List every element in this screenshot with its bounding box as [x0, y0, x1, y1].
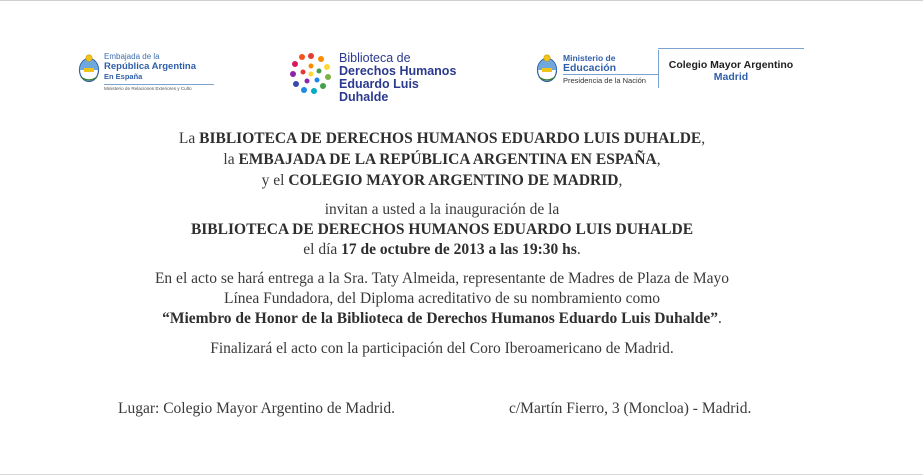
embajada-ministry-line: Ministerio de Relaciones Exteriores y Culto	[104, 86, 192, 91]
colegio-logo	[658, 48, 806, 88]
biblioteca-name-bold: BIBLIOTECA DE DERECHOS HUMANOS EDUARDO LUIS DUHALDE	[199, 130, 702, 147]
embajada-name-bold: EMBAJADA DE LA REPÚBLICA ARGENTINA EN ESPAÑA	[238, 151, 657, 168]
embajada-line1: Embajada de la	[104, 52, 160, 61]
p1-line2: la EMBAJADA DE LA REPÚBLICA ARGENTINA EN ESPAÑA,	[223, 151, 661, 168]
top-divider	[0, 0, 923, 1]
biblioteca-name-bold-2: BIBLIOTECA DE DERECHOS HUMANOS EDUARDO LUIS DUHALDE	[190, 221, 694, 238]
p2-line3: el día 17 de octubre de 2013 a las 19:30 hs.	[303, 241, 581, 258]
people-circle-icon	[288, 50, 334, 96]
biblioteca-line3: Eduardo Luis Duhalde	[339, 77, 419, 104]
colegio-name-bold: COLEGIO MAYOR ARGENTINO DE MADRID	[288, 172, 619, 189]
ministerio-line3: Presidencia de la Nación	[563, 76, 646, 85]
p1-line3: y el COLEGIO MAYOR ARGENTINO DE MADRID,	[261, 172, 623, 189]
embajada-divider	[104, 84, 214, 85]
colegio-line1: Colegio Mayor Argentino	[668, 59, 794, 71]
p4-line1: Finalizará el acto con la participación del Coro Iberoamericano de Madrid.	[210, 340, 674, 357]
p2-line2	[0, 221, 884, 239]
ministerio-line2: Educación	[563, 62, 617, 74]
argentina-coat-of-arms-icon	[78, 53, 100, 83]
biblioteca-line2: Derechos Humanos	[339, 64, 457, 78]
p2-line1: invitan a usted a la inauguración de la	[324, 201, 560, 218]
bottom-divider	[0, 474, 923, 475]
p3-line3: “Miembro de Honor de la Biblioteca de Derechos Humanos Eduardo Luis Duhalde”.	[162, 310, 722, 327]
argentina-coat-of-arms-icon	[536, 53, 558, 83]
footer-lugar: Lugar: Colegio Mayor Argentino de Madrid.	[118, 400, 395, 417]
p3-line1: En el acto se hará entrega a la Sra. Taty Almeida, representante de Madres de Plaza de Mayo	[154, 270, 730, 287]
honor-title-bold: “Miembro de Honor de la Biblioteca de Derechos Humanos Eduardo Luis Duhalde”	[162, 310, 719, 327]
p3-line2: Línea Fundadora, del Diploma acreditativo de su nombramiento como	[223, 290, 661, 307]
ministerio-line1: Ministerio de	[563, 53, 616, 63]
event-date-bold: 17 de octubre de 2013 a las 19:30 hs	[341, 241, 577, 258]
biblioteca-line1: Biblioteca de	[339, 51, 411, 65]
colegio-top-divider	[658, 48, 804, 49]
ministerio-divider	[563, 74, 659, 75]
biblioteca-logo	[288, 50, 468, 104]
embajada-line3: En España	[104, 72, 143, 81]
colegio-line2: Madrid	[713, 71, 749, 83]
ministerio-logo	[536, 50, 666, 90]
embajada-line2: República Argentina	[104, 61, 197, 72]
p1-line1: La BIBLIOTECA DE DERECHOS HUMANOS EDUARDO LUIS DUHALDE,	[178, 130, 706, 147]
footer-direccion: c/Martín Fierro, 3 (Moncloa) - Madrid.	[509, 400, 752, 417]
embajada-logo	[78, 50, 228, 96]
